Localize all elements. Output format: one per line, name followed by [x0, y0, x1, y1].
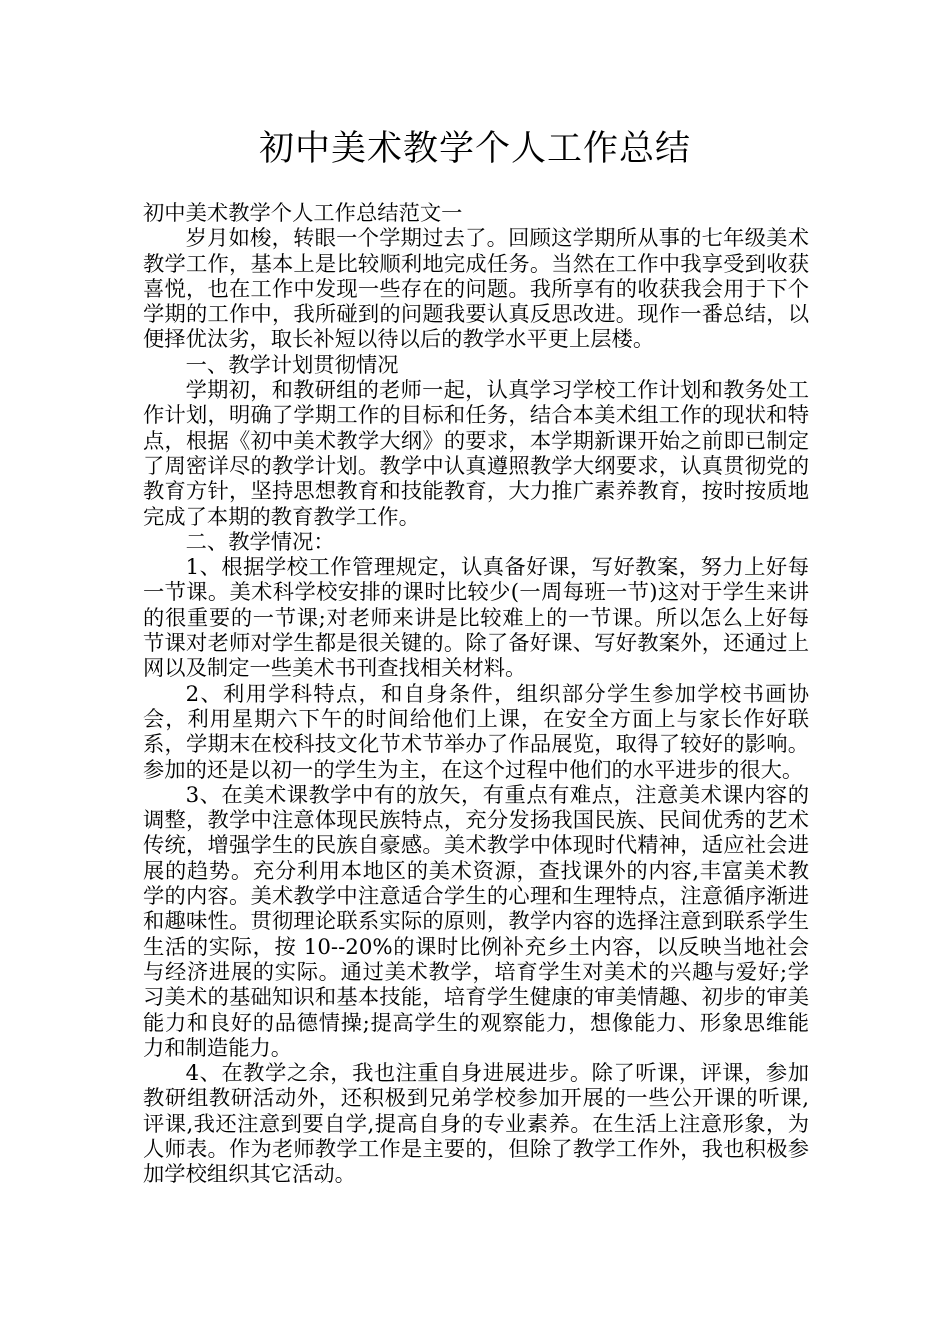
document-body [143, 201, 809, 1188]
paragraph-item-2: 2、利用学科特点，和自身条件，组织部分学生参加学校书画协会，利用星期六下午的时间给他们上课，在安全方面上与家长作好联系，学期末在校科技文化节术节举办了作品展览，取得了较好的影响。参加的还是以初一的学生为主，在这个过程中他们的水平进步的很大。 [143, 681, 809, 783]
document-subtitle: 初中美术教学个人工作总结范文一 [143, 201, 463, 226]
paragraph-item-4: 4、在教学之余，我也注重自身进展进步。除了听课，评课，参加教研组教研活动外，还积极到兄弟学校参加开展的一些公开课的听课,评课,我还注意到要自学,提高自身的专业素养。在生活上注意形象，为人师表。作为老师教学工作是主要的，但除了教学工作外，我也积极参加学校组织其它活动。 [143, 1061, 809, 1188]
paragraph-item-3: 3、在美术课教学中有的放矢，有重点有难点，注意美术课内容的调整，教学中注意体现民族特点，充分发扬我国民族、民间优秀的艺术传统，增强学生的民族自豪感。美术教学中体现时代精神，适应社会进展的趋势。充分利用本地区的美术资源，查找课外的内容,丰富美术教学的内容。美术教学中注意适合学生的心理和生理特点，注意循序渐进和趣味性。贯彻理论联系实际的原则，教学内容的选择注意到联系学生生活的实际，按 10--20%的课时比例补充乡土内容，以反映当地社会与经济进展的实际。通过美术教学，培育学生对美术的兴趣与爱好;学习美术的基础知识和基本技能，培育学生健康的审美情趣、初步的审美能力和良好的品德情操;提高学生的观察能力，想像能力、形象思维能力和制造能力。 [143, 782, 809, 1061]
paragraph-item-1: 1、根据学校工作管理规定，认真备好课，写好教案，努力上好每一节课。美术科学校安排的课时比较少(一周每班一节)这对于学生来讲的很重要的一节课;对老师来讲是比较难上的一节课。所以怎么上好每节课对老师对学生都是很关键的。除了备好课、写好教案外，还通过上网以及制定一些美术书刊查找相关材料。 [143, 555, 809, 682]
section-heading-teaching: 二、教学情况： [185, 529, 335, 555]
paragraph-plan: 学期初，和教研组的老师一起，认真学习学校工作计划和教务处工作计划，明确了学期工作的目标和任务，结合本美术组工作的现状和特点，根据《初中美术教学大纲》的要求，本学期新课开始之前即已制定了周密详尽的教学计划。教学中认真遵照教学大纲要求，认真贯彻党的教育方针，坚持思想教育和技能教育，大力推广素养教育，按时按质地完成了本期的教育教学工作。 [143, 378, 809, 530]
paragraph-intro: 岁月如梭，转眼一个学期过去了。回顾这学期所从事的七年级美术教学工作，基本上是比较顺利地完成任务。当然在工作中我享受到收获喜悦，也在工作中发现一些存在的问题。我所享有的收获我会用于下个学期的工作中，我所碰到的问题我要认真反思改进。现作一番总结，以便择优汰劣，取长补短以待以后的教学水平更上层楼。 [143, 226, 809, 353]
document-title: 初中美术教学个人工作总结 [258, 129, 691, 169]
section-heading-plan: 一、教学计划贯彻情况 [185, 352, 399, 378]
